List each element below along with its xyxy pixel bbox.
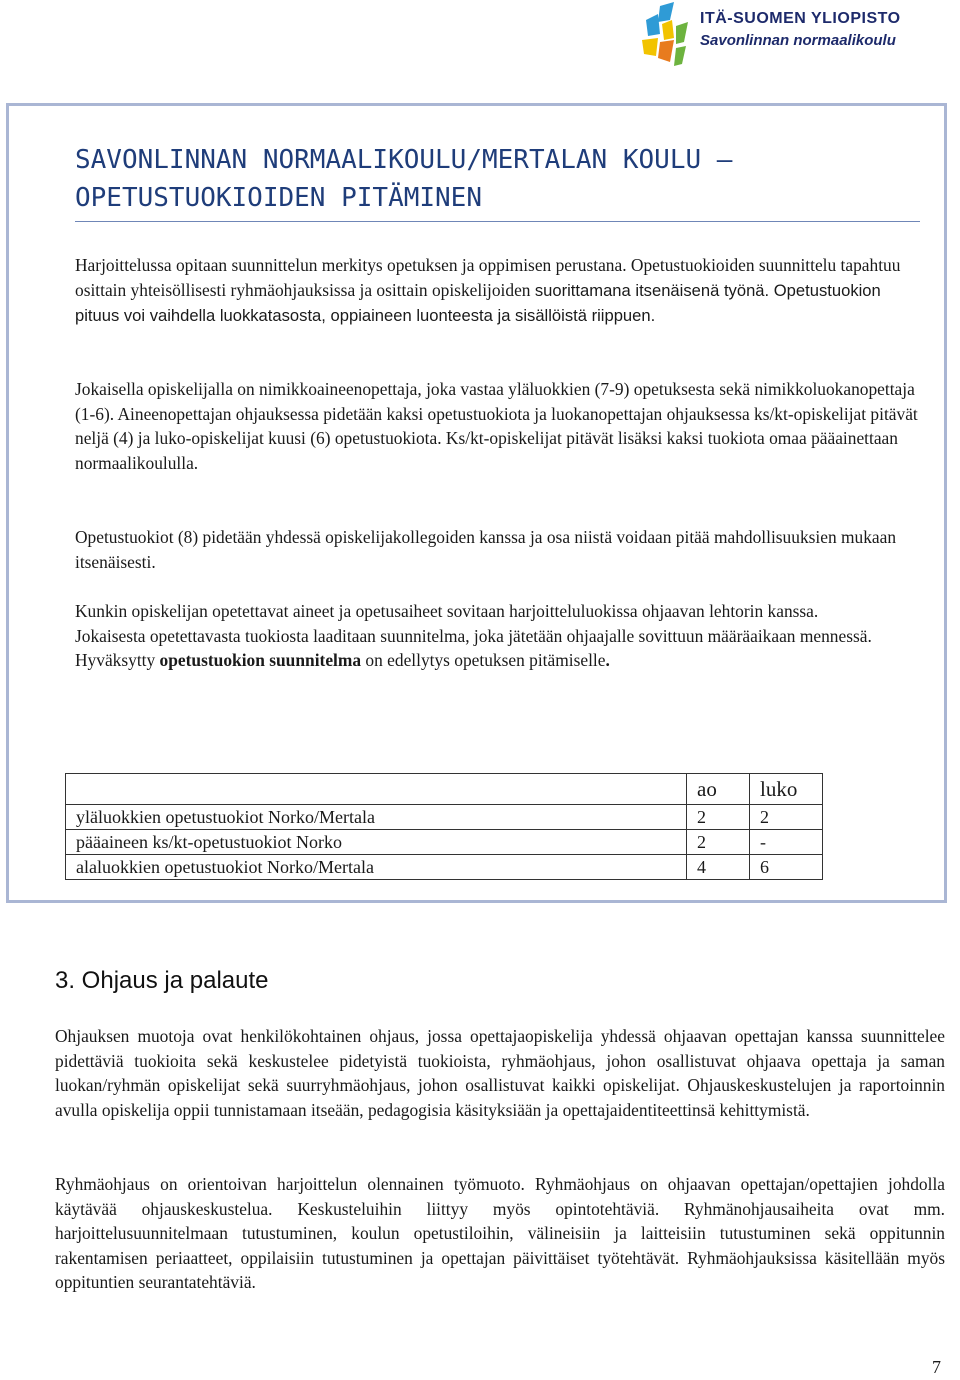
paragraph-planning-a: Harjoittelussa opitaan suunnittelun merkitys opetuksen ja oppimisen perustana. Opetustuokioiden suunnittelu tapahtuu osittain yhteisöllisesti ryhmäohjauksissa ja osittain opiskelijoiden xyxy=(75,255,901,300)
paragraph-planning-b: suorittamana itsenäisenä työnä. Opetustuokion pituus voi vaihdella luokkatasosta, oppiaineen luonteesta ja sisällöistä riippuen. xyxy=(75,280,881,326)
table-row xyxy=(66,805,823,830)
table-header-row xyxy=(66,774,823,805)
paragraph-lesson-plan-line2a: Jokaisesta opetettavasta tuokiosta laaditaan suunnitelma, joka jätetään ohjaajalle sovittuun määräaikaan mennessä. Hyväksytty xyxy=(75,625,872,671)
lesson-count-table xyxy=(65,773,823,880)
table-cell-ao: 2 xyxy=(687,830,750,855)
page-number: 7 xyxy=(932,1357,941,1377)
title-divider xyxy=(75,221,920,222)
paragraph-lesson-plan-line2b: on edellytys opetuksen pitämiselle xyxy=(361,650,606,671)
title-line-2: OPETUSTUOKIOIDEN PITÄMINEN xyxy=(75,183,482,213)
table-header-luko: luko xyxy=(750,774,823,805)
table-cell-luko: - xyxy=(750,830,823,855)
table-cell-luko: 6 xyxy=(750,855,823,880)
school-name: Savonlinnan normaalikoulu xyxy=(700,32,896,49)
uef-logo-icon xyxy=(640,2,698,72)
table-header-ao: ao xyxy=(687,774,750,805)
table-cell-label: yläluokkien opetustuokiot Norko/Mertala xyxy=(66,805,687,830)
table-cell-ao: 2 xyxy=(687,805,750,830)
paragraph-group-guidance: Ryhmäohjaus on orientoivan harjoittelun olennainen työmuoto. Ryhmäohjaus on ohjaavan opettajan/opettajien johdolla käytävää ohjauskeskustelua. Keskusteluihin liittyy myös opintotehtäviä. Ryhmänohjausaiheita ovat mm. harjoittelusuunnitelmaan tutustuminen, koulun opetustiloihin, välineisiin ja laitteisiin tutustuminen sekä oppitunnin rakentamisen periaatteet, oppilaisiin tutustuminen ja opettajan päivittäiset työtehtävät. Ryhmäohjauksissa käsitellään myös oppituntien seurantatehtäviä. xyxy=(55,1174,945,1293)
table-row xyxy=(66,830,823,855)
table-header-blank xyxy=(66,774,687,805)
paragraph-supervisors: Jokaisella opiskelijalla on nimikkoaineenopettaja, joka vastaa yläluokkien (7-9) opetuksesta sekä nimikkoluokanopettaja (1-6). Aineenopettajan ohjauksessa pidetään kaksi opetustuokiota ja luokanopettajan ohjauksessa ks/kt-opiskelijat pitävät neljä (4) ja luko-opiskelijat kuusi (6) opetustuokiota. Ks/kt-opiskelijat pitävät lisäksi kaksi tuokiota omaa pääainettaan normaalikoululla. xyxy=(75,379,918,474)
paragraph-planning xyxy=(75,253,925,329)
paragraph-lesson-plan xyxy=(75,599,925,673)
paragraph-collegial-lessons: Opetustuokiot (8) pidetään yhdessä opiskelijakollegoiden kanssa ja osa niistä voidaan pitää mahdollisuuksien mukaan itsenäisesti. xyxy=(75,527,897,572)
table-cell-label: alaluokkien opetustuokiot Norko/Mertala xyxy=(66,855,687,880)
university-name: ITÄ-SUOMEN YLIOPISTO xyxy=(700,10,901,27)
table-row xyxy=(66,855,823,880)
table-cell-label: pääaineen ks/kt-opetustuokiot Norko xyxy=(66,830,687,855)
lesson-plan-period: . xyxy=(605,650,610,671)
table-cell-luko: 2 xyxy=(750,805,823,830)
university-logo xyxy=(640,2,940,72)
page-title xyxy=(75,141,925,217)
paragraph-lesson-plan-line1: Kunkin opiskelijan opetettavat aineet ja opetusaiheet sovitaan harjoitteluluokissa ohjaavan lehtorin kanssa. xyxy=(75,601,819,621)
section-heading: 3. Ohjaus ja palaute xyxy=(55,967,269,994)
title-line-1: SAVONLINNAN NORMAALIKOULU/MERTALAN KOULU – xyxy=(75,145,733,175)
table-cell-ao: 4 xyxy=(687,855,750,880)
paragraph-guidance-forms: Ohjauksen muotoja ovat henkilökohtainen ohjaus, jossa opettajaopiskelija yhdessä ohjaavan opettajan kanssa suunnittelee pidettäviä tuokioita sekä keskustelee pidetyistä tuokioista, ryhmäohjaus, johon osallistuvat ohjaava opettaja ja saman luokan/ryhmän opiskelijat sekä suurryhmäohjaus, johon osallistuvat kaikki opiskelijat. Ohjauskeskustelujen ja raportoinnin avulla opiskelija oppii tunnistamaan itseään, pedagogisia käsityksiään ja opettajaidentiteettinsä kehittymistä. xyxy=(55,1026,945,1120)
lesson-plan-emphasis: opetustuokion suunnitelma xyxy=(159,650,362,671)
